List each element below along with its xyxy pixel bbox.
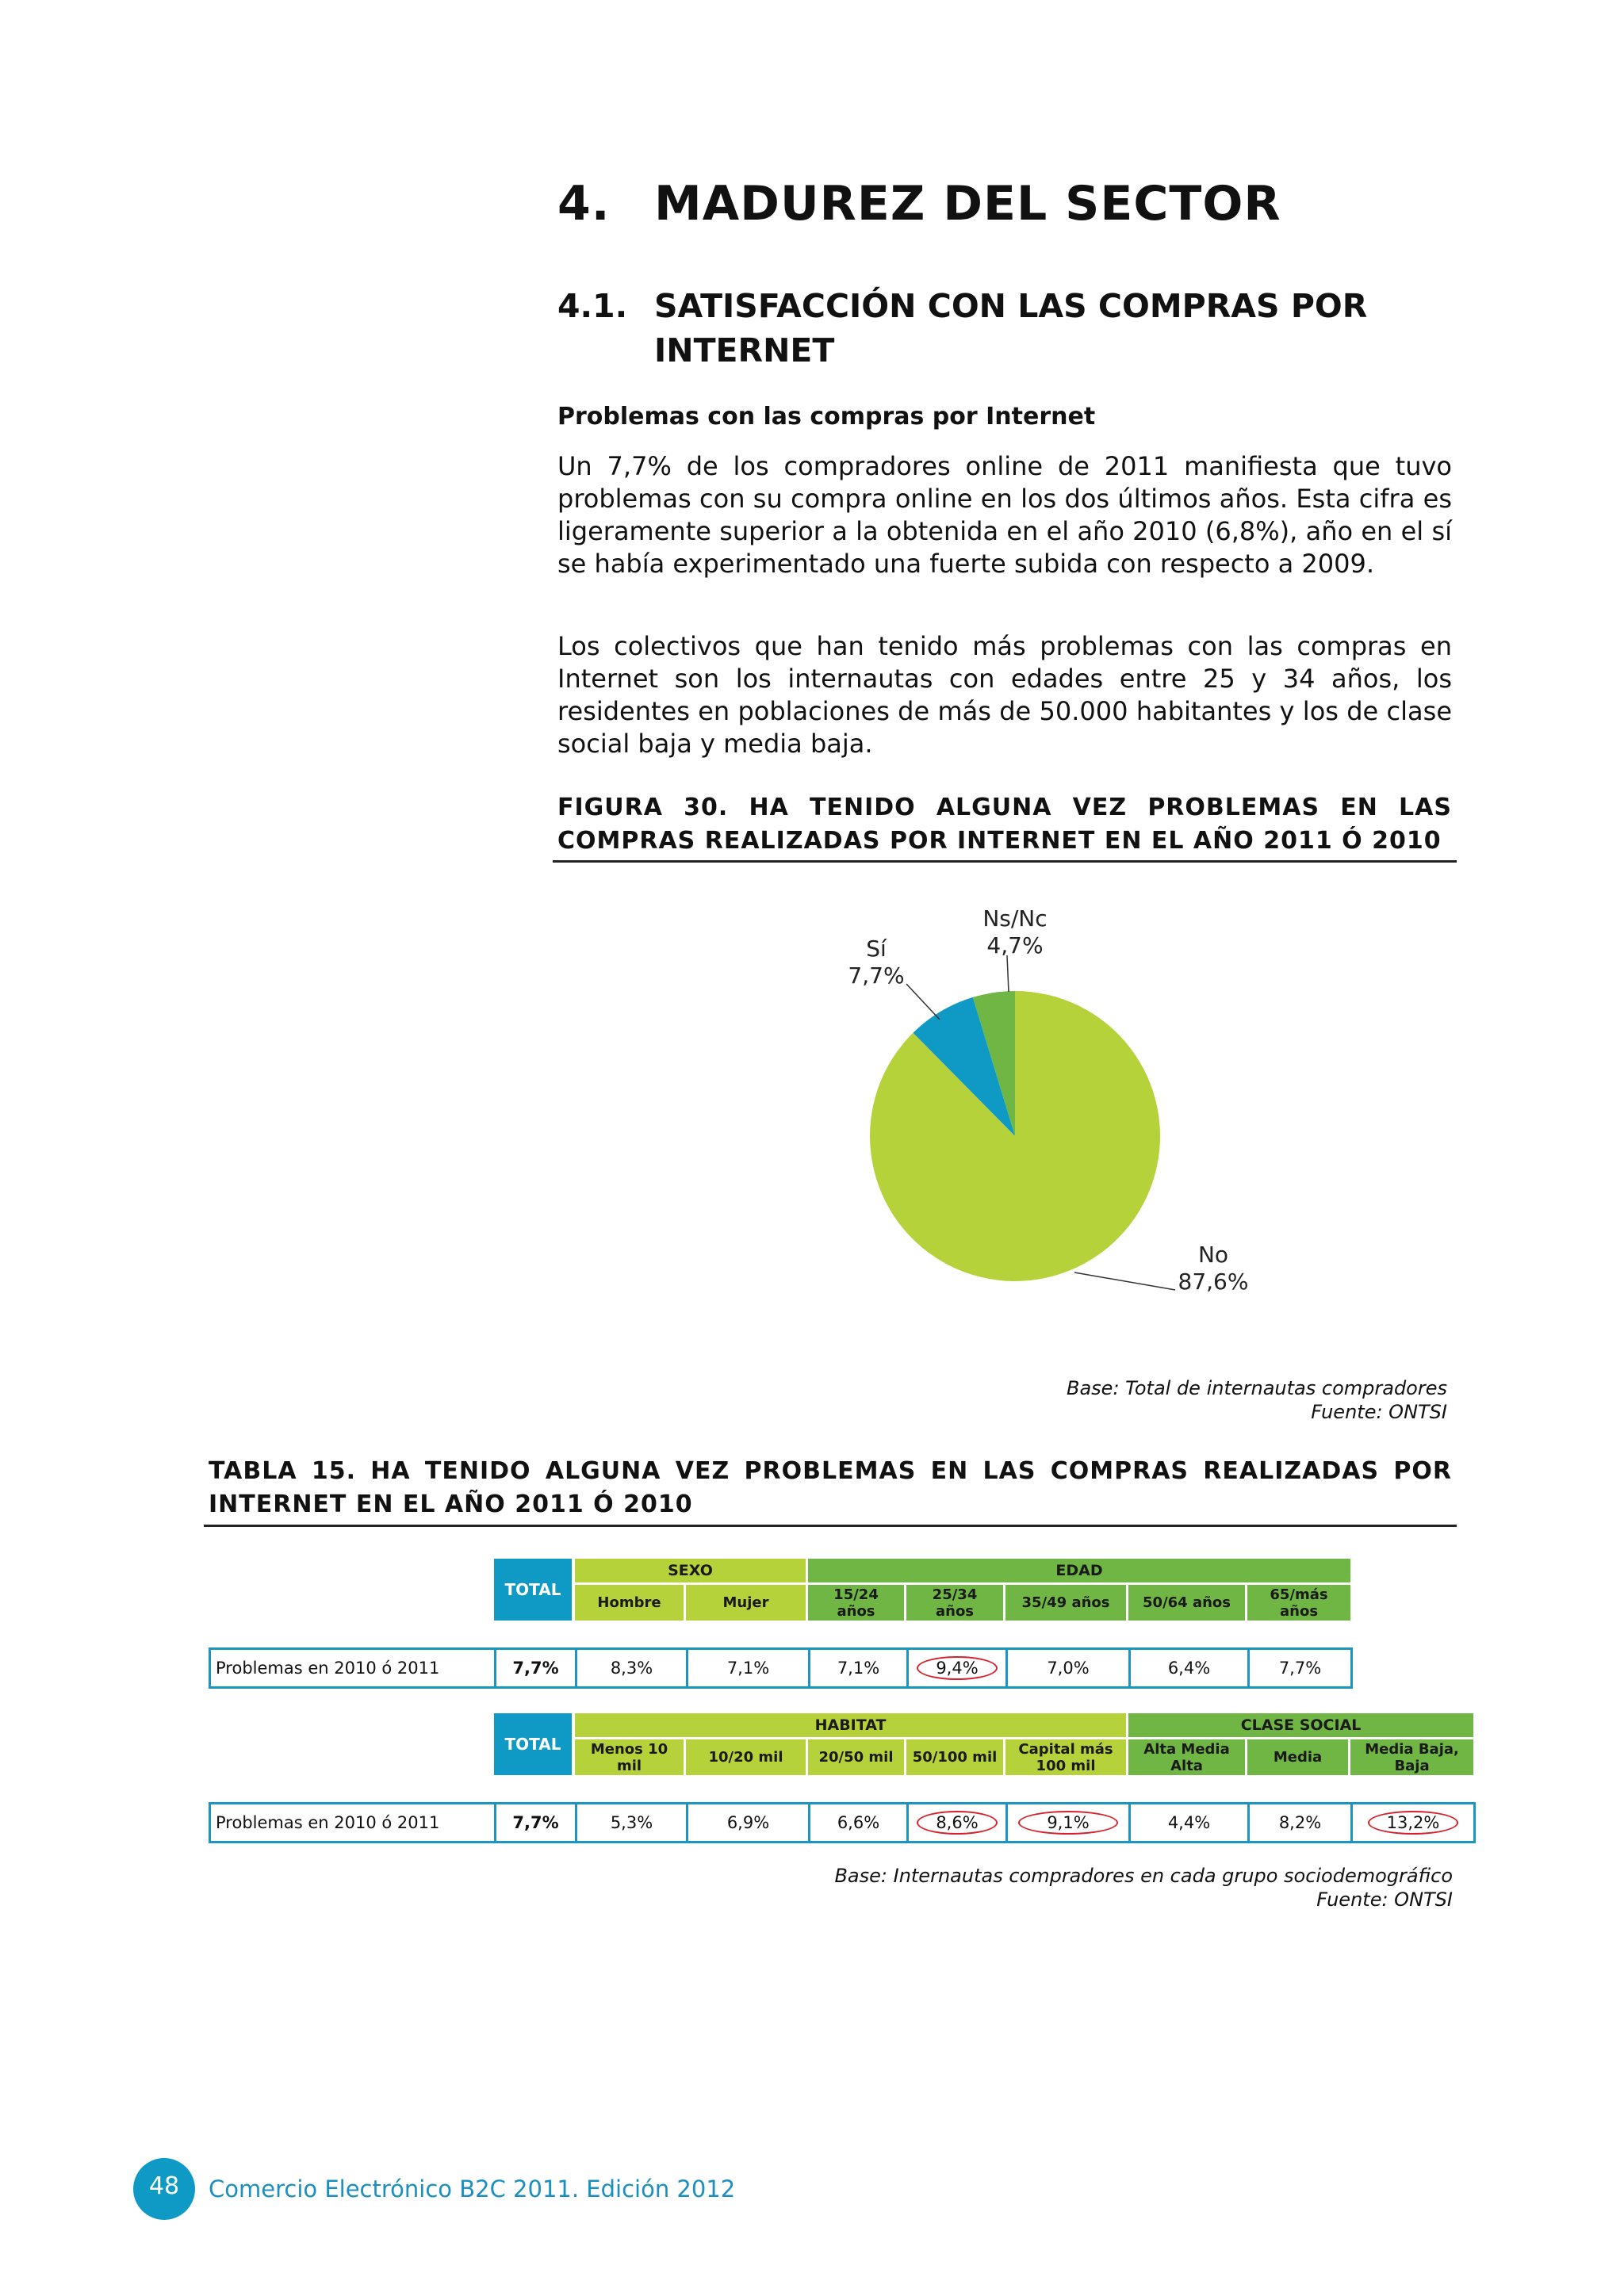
footer-text: Comercio Electrónico B2C 2011. Edición 2012 — [209, 2175, 736, 2202]
table2-col-header: Capital más 100 mil — [1005, 1737, 1128, 1775]
table2-cell: 6,9% — [688, 1804, 810, 1843]
pie-leader-line — [1007, 955, 1009, 992]
table1-col-header: 65/más años — [1247, 1582, 1350, 1621]
table1-cell: 7,0% — [1007, 1649, 1130, 1688]
table1-col-header: 15/24 años — [808, 1582, 906, 1621]
table1-data — [209, 1647, 1353, 1689]
chapter-title: MADUREZ DEL SECTOR — [654, 176, 1281, 232]
table1-row-label: Problemas en 2010 ó 2011 — [210, 1649, 496, 1688]
table2-row-label: Problemas en 2010 ó 2011 — [210, 1804, 496, 1843]
pie-leader-line — [906, 984, 940, 1020]
table1-cell: 6,4% — [1130, 1649, 1249, 1688]
table2-data — [209, 1802, 1476, 1843]
pie-label-name: Ns/Nc — [982, 905, 1048, 932]
table2-header — [494, 1713, 1473, 1775]
pie-label-value: 4,7% — [986, 932, 1044, 959]
table1-col-header: 25/34 años — [906, 1582, 1005, 1621]
table2-row-total: 7,7% — [496, 1804, 576, 1843]
table2-col-header: Media — [1247, 1737, 1350, 1775]
table1-header — [494, 1559, 1350, 1621]
table-caption: TABLA 15. HA TENIDO ALGUNA VEZ PROBLEMAS EN LAS COMPRAS REALIZADAS POR INTERNET EN EL AÑO 2011 Ó 2010 — [209, 1457, 1452, 1518]
section-title-line2: INTERNET — [654, 331, 835, 369]
table1-col-header: 50/64 años — [1128, 1582, 1247, 1621]
pie-label-name: Sí — [866, 936, 887, 962]
table2-group-habitat: HABITAT — [575, 1713, 1128, 1737]
page-number-badge: 48 — [133, 2158, 195, 2220]
pie-label-value: 87,6% — [1178, 1269, 1249, 1295]
pie-leader-line — [1074, 1272, 1175, 1290]
table2-col-header: 50/100 mil — [906, 1737, 1005, 1775]
table2-cell-highlighted — [1352, 1804, 1475, 1843]
table2-cell: 6,6% — [810, 1804, 908, 1843]
table1-cell: 7,1% — [810, 1649, 908, 1688]
table1-total-header: TOTAL — [494, 1559, 575, 1621]
table-row — [210, 1804, 1475, 1843]
figure-base: Base: Total de internautas compradores — [1067, 1377, 1447, 1399]
paragraph-1: Un 7,7% de los compradores online de 2011 manifiesta que tuvo problemas con su compra online en los dos últimos años. Esta cifra es ligeramente superior a la obtenida en el año 2010 (6,8%), año en el sí se había experimentado una fuerte subida con respecto a 2009. — [557, 451, 1452, 579]
table1-group-edad: EDAD — [808, 1559, 1350, 1582]
table1-col-header: Hombre — [575, 1582, 686, 1621]
subsection-title: Problemas con las compras por Internet — [557, 403, 1096, 430]
table1-cell-highlighted — [908, 1649, 1007, 1688]
table-caption-rule — [204, 1525, 1457, 1527]
table2-col-header: Alta Media Alta — [1128, 1737, 1247, 1775]
paragraph-2: Los colectivos que han tenido más problemas con las compras en Internet son los internautas con edades entre 25 y 34 años, los residentes en poblaciones de más de 50.000 habitantes y los de clase social baja y media baja. — [557, 631, 1452, 759]
figure-source: Fuente: ONTSI — [1311, 1401, 1447, 1423]
table2-group-clase: CLASE SOCIAL — [1128, 1713, 1473, 1737]
pie-label-value: 7,7% — [848, 962, 905, 989]
table2-cell: 4,4% — [1130, 1804, 1249, 1843]
table1-col-header: 35/49 años — [1005, 1582, 1128, 1621]
table-source: Fuente: ONTSI — [1316, 1888, 1453, 1911]
table2-cell-highlighted — [1007, 1804, 1130, 1843]
table1-cell: 7,7% — [1249, 1649, 1352, 1688]
table1-cell: 7,1% — [688, 1649, 810, 1688]
section-number: 4.1. — [557, 287, 628, 325]
table2-cell: 8,2% — [1249, 1804, 1352, 1843]
chapter-heading — [557, 176, 1281, 232]
table1-row-total: 7,7% — [496, 1649, 576, 1688]
table2-col-header: Media Baja, Baja — [1350, 1737, 1473, 1775]
section-heading — [557, 284, 1367, 373]
highlight-circle: 9,1% — [1018, 1811, 1117, 1835]
table2-col-header: 10/20 mil — [686, 1737, 808, 1775]
table1-cell: 8,3% — [576, 1649, 688, 1688]
highlight-circle: 13,2% — [1368, 1811, 1459, 1835]
table2-total-header: TOTAL — [494, 1713, 575, 1775]
table2-cell: 5,3% — [576, 1804, 688, 1843]
pie-chart — [793, 888, 1348, 1332]
section-title-line1: SATISFACCIÓN CON LAS COMPRAS POR — [654, 287, 1368, 325]
table-row — [210, 1649, 1352, 1688]
table1-group-sexo: SEXO — [575, 1559, 808, 1582]
figure-caption-rule — [553, 860, 1457, 863]
highlight-circle: 9,4% — [917, 1656, 997, 1680]
pie-label-name: No — [1197, 1242, 1229, 1268]
figure-caption: FIGURA 30. HA TENIDO ALGUNA VEZ PROBLEMAS EN LAS COMPRAS REALIZADAS POR INTERNET EN EL AÑO 2011 Ó 2010 — [557, 794, 1452, 855]
chapter-number: 4. — [557, 176, 611, 232]
pie-slices — [870, 991, 1160, 1281]
pie-slice-no — [870, 991, 1160, 1281]
table2-col-header: 20/50 mil — [808, 1737, 906, 1775]
table2-col-header: Menos 10 mil — [575, 1737, 686, 1775]
figure-notes — [872, 1376, 1447, 1424]
table1-col-header: Mujer — [686, 1582, 808, 1621]
table-notes — [714, 1864, 1453, 1911]
highlight-circle: 8,6% — [917, 1811, 997, 1835]
table2-cell-highlighted — [908, 1804, 1007, 1843]
table-base: Base: Internautas compradores en cada grupo sociodemográfico — [834, 1865, 1453, 1887]
